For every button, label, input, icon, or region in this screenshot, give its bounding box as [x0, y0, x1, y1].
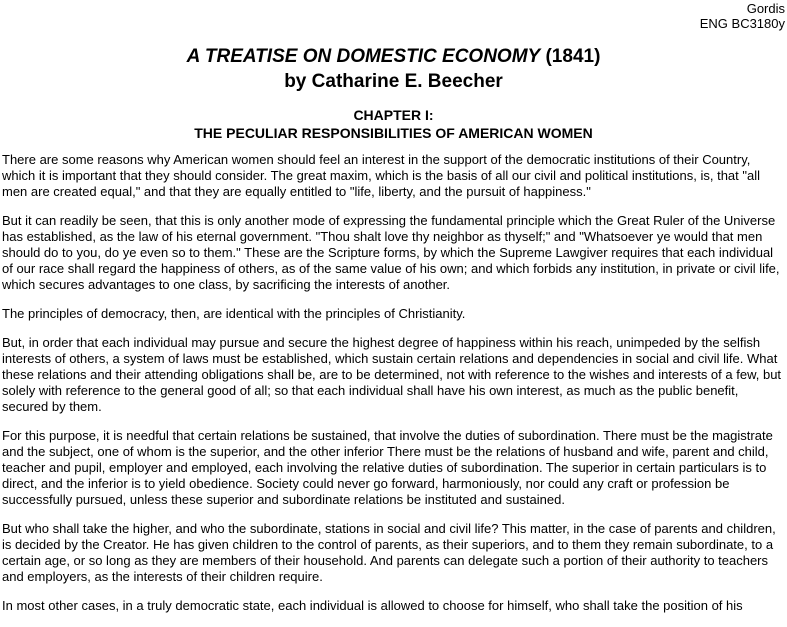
book-title: A TREATISE ON DOMESTIC ECONOMY [186, 46, 541, 67]
paragraph: But, in order that each individual may pursue and secure the highest degree of happiness within his reach, unimpeded by the selfish interests of others, a system of laws must be established, which sustain certain relations and dependencies in social and civil life. What these relations and their attending obligations shall be, are to be determined, not with reference to the wishes and interests of a few, but solely with reference to the general good of all; so that each individual shall have his own interest, as much as the public benefit, secured by them. [2, 335, 782, 414]
title-line [0, 44, 787, 69]
header-meta [700, 1, 785, 31]
course-code: ENG BC3180y [699, 16, 785, 31]
body-text [2, 152, 784, 627]
paragraph: For this purpose, it is needful that certain relations be sustained, that involve the duties of subordination. There must be the magistrate and the subject, one of whom is the superior, and the other inferior There must be the relations of husband and wife, parent and child, teacher and pupil, employer and employed, each involving the relative duties of subordination. The superior in certain particulars is to direct, and the inferior is to yield obedience. Society could never go forward, harmoniously, nor could any craft or profession be successfully pursued, unless these superior and subordinate relations be instituted and sustained. [2, 428, 773, 507]
paragraph: But it can readily be seen, that this is only another mode of expressing the fundamental principle which the Great Ruler of the Universe has established, as the law of his eternal government. "Thou shalt love thy neighbor as thyself;" and "Whatsoever ye would that men should do to you, do ye even so to them." These are the Scripture forms, by which the Supreme Lawgiver requires that each individual of our race shall regard the happiness of others, as of the same value of his own; and which forbids any institution, in private or civil life, which secures advantages to one class, by sacrificing the interests of another. [2, 213, 780, 292]
chapter-title: THE PECULIAR RESPONSIBILITIES OF AMERICAN WOMEN [194, 125, 593, 141]
byline: by Catharine E. Beecher [284, 71, 503, 92]
paragraph: In most other cases, in a truly democratic state, each individual is allowed to choose for himself, who shall take the position of his [2, 598, 743, 613]
paragraph: There are some reasons why American women should feel an interest in the support of the democratic institutions of their Country, which it is important that they should consider. The great maxim, which is the basis of all our civil and political institutions, is, that "all men are created equal," and that they are equally entitled to "life, liberty, and the pursuit of happiness." [2, 152, 761, 199]
author-name: Gordis [746, 1, 785, 16]
chapter-number: CHAPTER I: [353, 107, 434, 123]
chapter-heading [0, 106, 787, 142]
publication-year: (1841) [540, 46, 601, 67]
paragraph: But who shall take the higher, and who the subordinate, stations in social and civil life? This matter, in the case of parents and children, is decided by the Creator. He has given children to the control of parents, as their superiors, and to them they remain subordinate, to a certain age, or so long as they are members of their household. And parents can delegate such a portion of their authority to teachers and employers, as the interests of their children require. [2, 521, 776, 584]
document-title [0, 44, 787, 94]
paragraph: The principles of democracy, then, are identical with the principles of Christianity. [2, 306, 466, 321]
